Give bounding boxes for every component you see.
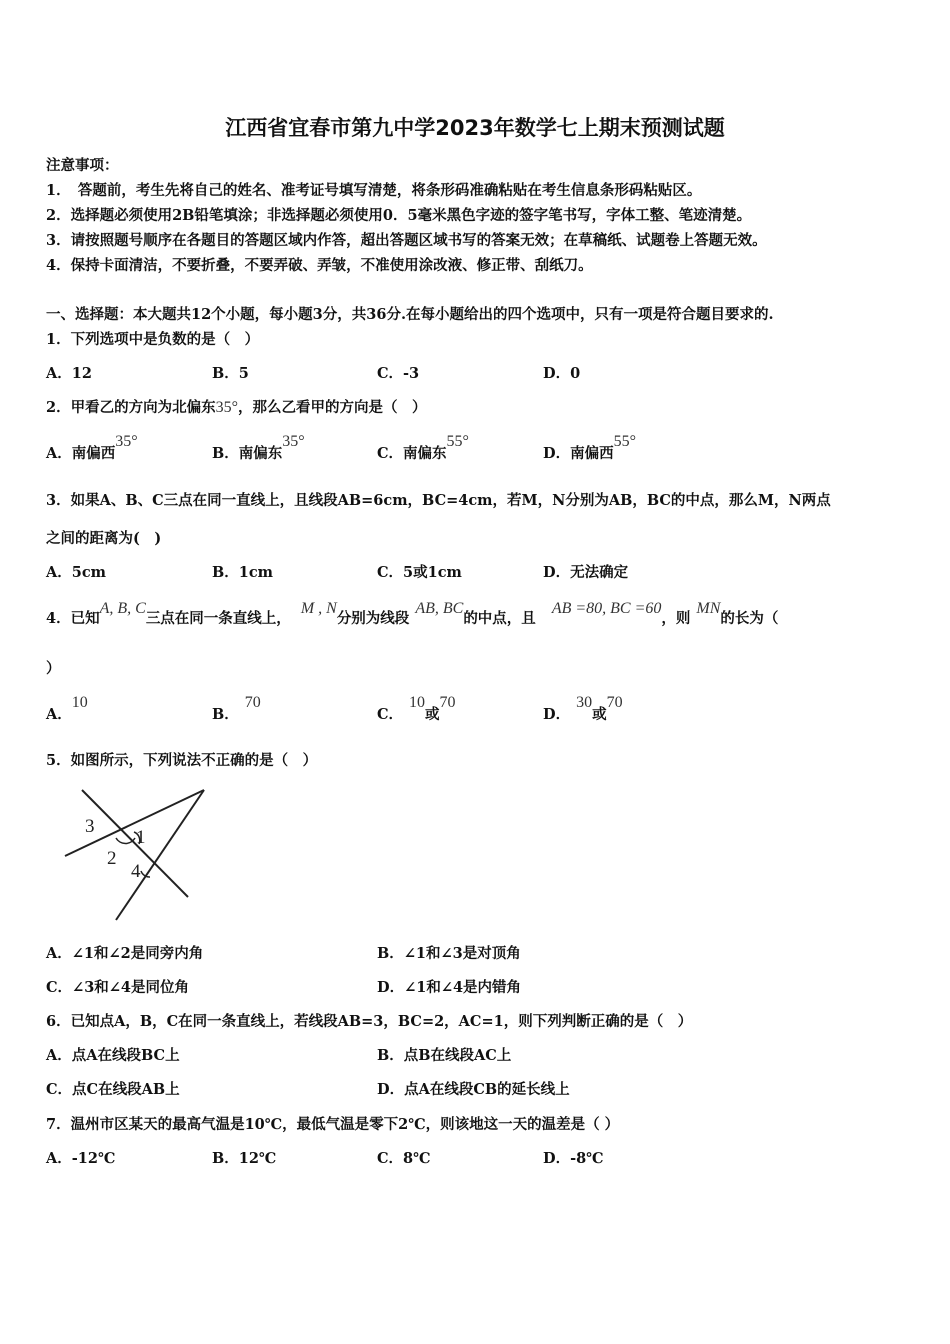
q4-text-2: 三点在同一条直线上，	[145, 610, 291, 627]
q5-option-c: C．∠3和∠4是同位角	[46, 979, 190, 996]
q2-option-d-label: D．南偏西	[543, 445, 614, 462]
q2-option-b	[212, 433, 305, 463]
q2-degree: 35°	[215, 399, 238, 416]
note-item: 2．选择题必须使用2B铅笔填涂；非选择题必须使用0．5毫米黑色字迹的签字笔书写，字体工整、笔迹清楚。	[46, 207, 752, 224]
q4-text-5: ，则	[661, 610, 691, 627]
q4-option-c-label: C．	[377, 706, 404, 723]
q3-option-c: C．5或1cm	[377, 564, 462, 581]
q6-option-d: D．点A在线段CB的延长线上	[377, 1081, 570, 1098]
q2-option-a	[46, 433, 138, 463]
q7-option-a: A．-12℃	[46, 1150, 116, 1167]
question-3-stem-line2: 之间的距离为( )	[46, 530, 162, 547]
q6-option-a: A．点A在线段BC上	[46, 1047, 180, 1064]
q2-option-b-label: B．南偏东	[212, 445, 283, 462]
q2-option-a-degree: 35°	[115, 433, 138, 450]
q4-math-mn: M , N	[300, 600, 337, 617]
q4-option-d-label: D．	[543, 706, 571, 723]
q3-option-d: D．无法确定	[543, 564, 629, 581]
q4-math-lengths: AB =80, BC =60	[551, 600, 662, 617]
q1-option-b: B．5	[212, 365, 249, 382]
q4-option-a	[46, 694, 88, 724]
q2-option-c-label: C．南偏东	[377, 445, 447, 462]
note-item: 1． 答题前，考生先将自己的姓名、准考证号填写清楚，将条形码准确粘贴在考生信息条形码粘贴区。	[46, 182, 702, 199]
q5-figure	[60, 782, 220, 927]
q4-text-6: 的长为（	[720, 610, 779, 627]
q4-option-d-value1: 30	[576, 694, 593, 711]
q7-option-c: C．8℃	[377, 1150, 431, 1167]
q7-option-b: B．12℃	[212, 1150, 277, 1167]
q5-option-d: D．∠1和∠4是内错角	[377, 979, 522, 996]
q4-math-mn-length: MN	[696, 600, 721, 617]
q4-option-d	[543, 694, 623, 724]
q4-math-abc: A, B, C	[99, 600, 146, 617]
q2-option-d	[543, 433, 636, 463]
q4-option-c-or: 或	[425, 706, 440, 723]
q4-option-c-value1: 10	[409, 694, 426, 711]
figure-label-1: 1	[136, 827, 146, 848]
figure-label-3: 3	[85, 816, 95, 837]
q4-close-paren: ）	[46, 660, 61, 677]
note-item: 3．请按照题号顺序在各题目的答题区域内作答，超出答题区域书写的答案无效；在草稿纸、试题卷上答题无效。	[46, 232, 767, 249]
q1-option-c: C．-3	[377, 365, 420, 382]
q4-option-b	[212, 694, 261, 724]
q2-stem-part-a: 2．甲看乙的方向为北偏东	[46, 399, 216, 416]
page-title: 江西省宜春市第九中学2023年数学七上期末预测试题	[225, 116, 725, 140]
q1-option-a: A．12	[46, 365, 92, 382]
q3-option-b: B．1cm	[212, 564, 274, 581]
question-5-stem: 5．如图所示，下列说法不正确的是（ ）	[46, 752, 318, 769]
notes-heading: 注意事项：	[46, 157, 119, 174]
q5-option-a: A．∠1和∠2是同旁内角	[46, 945, 204, 962]
q4-option-c-value2: 70	[439, 694, 456, 711]
figure-arc-3	[116, 838, 135, 843]
section-heading: 一、选择题：本大题共12个小题，每小题3分，共36分.在每小题给出的四个选项中，只有一项是符合题目要求的.	[46, 306, 774, 323]
figure-label-4: 4	[131, 861, 141, 882]
q4-math-ab-bc: AB, BC	[415, 600, 464, 617]
q4-text-3: 分别为线段	[336, 610, 410, 627]
question-7-stem: 7．温州市区某天的最高气温是10℃，最低气温是零下2℃，则该地这一天的温差是（ ）	[46, 1116, 620, 1133]
note-item: 4．保持卡面清洁，不要折叠，不要弄破、弄皱，不准使用涂改液、修正带、刮纸刀。	[46, 257, 593, 274]
q5-option-b: B．∠1和∠3是对顶角	[377, 945, 521, 962]
q2-stem-part-b: ，那么乙看甲的方向是（ ）	[238, 399, 427, 416]
q4-text-4: 的中点，且	[463, 610, 536, 627]
q4-option-d-or: 或	[592, 706, 607, 723]
figure-line-3	[116, 790, 204, 920]
q2-option-a-label: A．南偏西	[46, 445, 116, 462]
q2-option-d-degree: 55°	[613, 433, 636, 450]
q4-option-d-value2: 70	[606, 694, 623, 711]
q4-text-1: 4．已知	[46, 610, 100, 627]
q2-option-c-degree: 55°	[446, 433, 469, 450]
q7-option-d: D．-8℃	[543, 1150, 604, 1167]
q4-option-b-value: 70	[244, 694, 261, 711]
q6-option-b: B．点B在线段AC上	[377, 1047, 512, 1064]
q2-option-b-degree: 35°	[282, 433, 305, 450]
q4-option-c	[377, 694, 456, 724]
q4-option-a-label: A．	[46, 706, 72, 723]
q4-option-a-value: 10	[71, 694, 88, 711]
q4-option-b-label: B．	[212, 706, 239, 723]
figure-label-2: 2	[107, 848, 117, 869]
q6-option-c: C．点C在线段AB上	[46, 1081, 180, 1098]
q3-option-a: A．5cm	[46, 564, 107, 581]
question-3-stem-line1: 3．如果A、B、C三点在同一直线上，且线段AB=6cm，BC=4cm，若M，N分别为AB，BC的中点，那么M，N两点	[46, 492, 831, 509]
q2-option-c	[377, 433, 469, 463]
question-1-stem: 1．下列选项中是负数的是（ ）	[46, 331, 260, 348]
question-2-stem	[46, 396, 427, 417]
q1-option-d: D．0	[543, 365, 581, 382]
question-6-stem: 6．已知点A，B，C在同一条直线上，若线段AB=3，BC=2，AC=1，则下列判断正确的是（ ）	[46, 1013, 693, 1030]
question-4-stem	[46, 600, 779, 628]
